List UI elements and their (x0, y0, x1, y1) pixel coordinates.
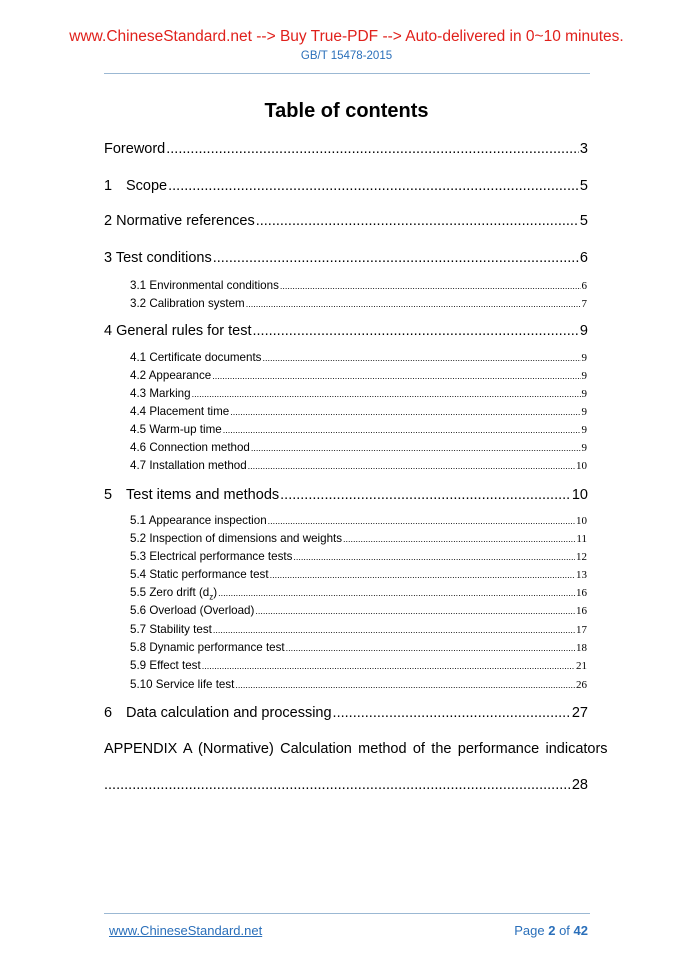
toc-leader-dots (104, 777, 571, 793)
toc-entry-title: 4.6 Connection method (130, 441, 250, 454)
toc-entry-number: 1 (104, 178, 113, 194)
toc-entry-normative-references[interactable] (104, 213, 588, 229)
toc-entry-page: 7 (581, 298, 587, 310)
toc-entry-foreword[interactable] (104, 141, 588, 157)
page-of: of (559, 923, 570, 938)
toc-entry-dynamic-performance-test[interactable] (130, 641, 587, 654)
toc-leader-dots (213, 250, 579, 266)
toc-entry-page: 17 (576, 624, 587, 636)
toc-leader-dots (212, 369, 580, 382)
toc-entry-service-life-test[interactable] (130, 678, 587, 691)
toc-entry-title: 5.5 Zero drift $(d_z)$ (130, 586, 218, 602)
toc-entry-page: 10 (576, 515, 587, 527)
toc-entry-title: 4 General rules for test (104, 323, 252, 339)
toc-entry-stability-test[interactable] (130, 623, 587, 636)
toc-entry-title: 5.7 Stability test (130, 623, 212, 636)
toc-entry-certificate-documents[interactable] (130, 351, 587, 364)
toc-entry-page: 10 (571, 487, 588, 503)
toc-entry-title: 2 Normative references (104, 213, 255, 229)
toc-entry-page: 9 (581, 424, 587, 436)
toc-entry-overload[interactable] (130, 604, 587, 617)
toc-entry-page: 27 (571, 705, 588, 721)
toc-entry-page: 9 (579, 323, 588, 339)
toc-entry-environmental-conditions[interactable] (130, 279, 587, 292)
standard-number: GB/T 15478-2015 (300, 50, 393, 62)
header-divider (104, 73, 590, 74)
toc-entry-title: 3.1 Environmental conditions (130, 279, 279, 292)
page-indicator (514, 923, 588, 938)
toc-leader-dots (218, 586, 575, 599)
toc-entry-calibration-system[interactable] (130, 297, 587, 310)
toc-leader-dots (253, 323, 579, 339)
toc-entry-page: 13 (576, 569, 587, 581)
toc-entry-placement-time[interactable] (130, 405, 587, 418)
toc-entry-marking[interactable] (130, 387, 587, 400)
toc-entry-page: 9 (581, 388, 587, 400)
toc-entry-page: 16 (576, 587, 587, 599)
toc-leader-dots (280, 487, 571, 503)
toc-leader-dots (280, 279, 581, 292)
toc-leader-dots (286, 641, 575, 654)
toc-entry-page: 5 (579, 178, 588, 194)
toc-leader-dots (268, 514, 575, 527)
toc-entry-test-items-and-methods[interactable] (104, 487, 588, 503)
toc-entry-title: 4.1 Certificate documents (130, 351, 262, 364)
toc-entry-page: 6 (579, 250, 588, 266)
toc-entry-appendix-a[interactable] (104, 777, 588, 793)
toc-entry-test-conditions[interactable] (104, 250, 588, 266)
toc-leader-dots (262, 351, 580, 364)
toc-entry-title: 4.4 Placement time (130, 405, 230, 418)
toc-entry-connection-method[interactable] (130, 441, 587, 454)
footer-website-link[interactable]: www.ChineseStandard.net (109, 923, 263, 938)
toc-entry-title: Foreword (104, 141, 166, 157)
toc-entry-page: 9 (581, 406, 587, 418)
toc-entry-page: 5 (579, 213, 588, 229)
toc-leader-dots (248, 459, 575, 472)
toc-entry-zero-drift[interactable] (130, 586, 587, 601)
toc-entry-appearance-inspection[interactable] (130, 514, 587, 527)
toc-entry-appearance[interactable] (130, 369, 587, 382)
toc-entry-title: 5.8 Dynamic performance test (130, 641, 285, 654)
toc-entry-title: 4.7 Installation method (130, 459, 247, 472)
toc-entry-title: 3.2 Calibration system (130, 297, 245, 310)
toc-entry-title: 5.6 Overload (Overload) (130, 604, 255, 617)
toc-entry-page: 11 (576, 533, 587, 545)
toc-entry-title: 4.2 Appearance (130, 369, 212, 382)
toc-entry-page: 16 (576, 605, 587, 617)
toc-entry-static-performance-test[interactable] (130, 568, 587, 581)
toc-entry-page: 12 (576, 551, 587, 563)
toc-entry-title: 5.1 Appearance inspection (130, 514, 267, 527)
page-total: 42 (573, 923, 588, 938)
toc-leader-dots (168, 178, 579, 194)
toc-entry-page: 18 (576, 642, 587, 654)
toc-leader-dots (256, 213, 579, 229)
toc-leader-dots (343, 532, 575, 545)
footer-divider (104, 913, 590, 914)
toc-entry-data-calculation[interactable] (104, 705, 588, 721)
toc-entry-page: 28 (571, 777, 588, 793)
toc-entry-scope[interactable] (104, 178, 588, 194)
toc-leader-dots (251, 441, 581, 454)
buy-pdf-banner[interactable]: www.ChineseStandard.net --> Buy True-PDF --> Auto-delivered in 0~10 minutes. (69, 28, 624, 45)
toc-entry-page: 9 (581, 442, 587, 454)
toc-entry-page: 9 (581, 370, 587, 382)
toc-entry-number: 5 (104, 487, 113, 503)
toc-entry-effect-test[interactable] (130, 659, 587, 672)
toc-entry-title: 4.5 Warm-up time (130, 423, 222, 436)
toc-leader-dots (235, 678, 575, 691)
toc-entry-page: 21 (576, 660, 587, 672)
toc-entry-electrical-performance-tests[interactable] (130, 550, 587, 563)
toc-entry-page: 26 (576, 679, 587, 691)
toc-entry-page: 6 (581, 280, 587, 292)
toc-leader-dots (333, 705, 571, 721)
toc-leader-dots (246, 297, 581, 310)
toc-entry-number: 6 (104, 705, 113, 721)
toc-leader-dots (223, 423, 581, 436)
toc-entry-general-rules[interactable] (104, 323, 588, 339)
toc-entry-title: Scope (126, 178, 168, 194)
toc-leader-dots (166, 141, 579, 157)
toc-entry-page: 10 (576, 460, 587, 472)
toc-entry-title: 5.2 Inspection of dimensions and weights (130, 532, 343, 545)
toc-entry-warm-up-time[interactable] (130, 423, 587, 436)
toc-entry-title: Test items and methods (126, 487, 280, 503)
toc-leader-dots (255, 604, 575, 617)
toc-entry-title: 3 Test conditions (104, 250, 212, 266)
toc-leader-dots (202, 659, 575, 672)
toc-leader-dots (192, 387, 581, 400)
toc-leader-dots (230, 405, 580, 418)
toc-leader-dots (293, 550, 575, 563)
toc-entry-page: 9 (581, 352, 587, 364)
toc-entry-installation-method[interactable] (130, 459, 587, 472)
toc-entry-title: 5.4 Static performance test (130, 568, 269, 581)
toc-entry-title: Data calculation and processing (126, 705, 332, 721)
toc-entry-title: 5.3 Electrical performance tests (130, 550, 293, 563)
toc-entry-page: 3 (579, 141, 588, 157)
toc-entry-title: 5.9 Effect test (130, 659, 201, 672)
toc-title: Table of contents (264, 100, 429, 122)
toc-entry-appendix-a-title[interactable]: APPENDIX A (Normative) Calculation method of the performance indicators (104, 741, 608, 757)
toc-leader-dots (213, 623, 575, 636)
toc-leader-dots (270, 568, 575, 581)
toc-entry-title: 4.3 Marking (130, 387, 191, 400)
page-current: 2 (548, 923, 556, 938)
toc-entry-title: 5.10 Service life test (130, 678, 235, 691)
page-label: Page (514, 923, 545, 938)
toc-entry-dimensions-and-weights[interactable] (130, 532, 587, 545)
